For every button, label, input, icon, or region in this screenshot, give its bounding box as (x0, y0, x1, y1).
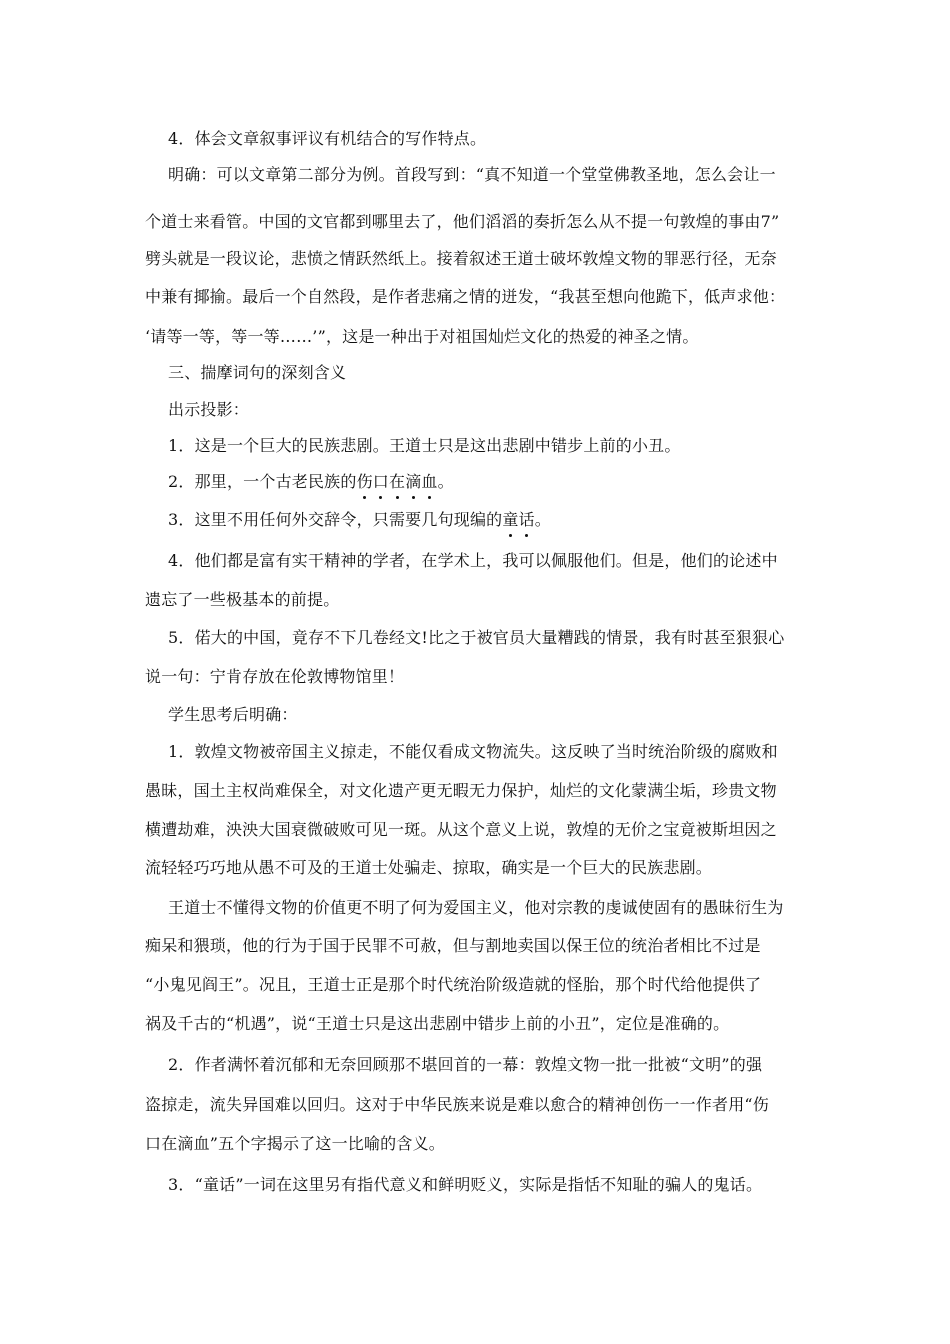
emphasis-char: 在 (389, 472, 406, 491)
emphasis-char: 话 (518, 510, 535, 529)
quote-item-3-suffix: 。 (534, 510, 551, 529)
paragraph-line: 劈头就是一段议论，悲愤之情跃然纸上。接着叙述王道士破坏敦煌文物的罪恶行径，无奈 (145, 249, 777, 268)
paragraph-line: 中兼有揶揄。最后一个自然段，是作者悲痛之情的迸发，“我甚至想向他跪下，低声求他： (145, 287, 786, 306)
paragraph-line: 祸及千古的“机遇”，说“王道士只是这出悲剧中错步上前的小丑”，定位是准确的。 (145, 1014, 730, 1033)
point-4-heading: 4．体会文章叙事评议有机结合的写作特点。 (168, 129, 487, 148)
quote-item-2-suffix: 。 (437, 472, 454, 491)
paragraph-line: 口在滴血”五个字揭示了这一比喻的含义。 (145, 1134, 445, 1153)
paragraph-line: ‘请等一等，等一等……’”，这是一种出于对祖国灿烂文化的热爱的神圣之情。 (145, 327, 699, 346)
answer-label: 学生思考后明确： (168, 705, 298, 724)
answer-1: 1．敦煌文物被帝国主义掠走，不能仅看成文物流失。这反映了当时统治阶级的腐败和 (168, 742, 778, 761)
quote-item-3 (168, 510, 551, 530)
projection-label: 出示投影： (168, 400, 250, 419)
quote-item-1: 1．这是一个巨大的民族悲剧。王道士只是这出悲剧中错步上前的小丑。 (168, 436, 681, 455)
paragraph-line: 愚昧，国土主权尚难保全，对文化遗产更无暇无力保护，灿烂的文化蒙满尘垢，珍贵文物 (145, 781, 777, 800)
emphasis-char: 口 (372, 472, 389, 491)
quote-item-2-prefix: 2．那里，一个古老民族的 (168, 472, 357, 491)
answer-3: 3．“童话”一词在这里另有指代意义和鲜明贬义，实际是指恬不知耻的骗人的鬼话。 (168, 1175, 763, 1194)
quote-item-5: 5．偌大的中国，竟存不下几卷经文!比之于被官员大量糟践的情景，我有时甚至狠狠心 (168, 628, 785, 647)
paragraph-line: 遗忘了一些极基本的前提。 (145, 590, 340, 609)
emphasis-char: 伤 (356, 472, 373, 491)
paragraph-line: “小鬼见阎王”。况且，王道士正是那个时代统治阶级造就的怪胎，那个时代给他提供了 (145, 975, 762, 994)
paragraph-line: 流轻轻巧巧地从愚不可及的王道士处骗走、掠取，确实是一个巨大的民族悲剧。 (145, 858, 713, 877)
paragraph-line: 个道士来看管。中国的文官都到哪里去了，他们滔滔的奏折怎么从不提一句敦煌的事由7” (145, 212, 780, 231)
answer-2: 2．作者满怀着沉郁和无奈回顾那不堪回首的一幕：敦煌文物一批一批被“文明”的强 (168, 1055, 763, 1074)
section-heading: 三、揣摩词句的深刻含义 (168, 363, 347, 382)
paragraph-line: 盗掠走，流失异国难以回归。这对于中华民族来说是难以愈合的精神创伤一一作者用“伤 (145, 1095, 769, 1114)
paragraph-line: 横遭劫难，泱泱大国衰微破败可见一斑。从这个意义上说，敦煌的无价之宝竟被斯坦因之 (145, 820, 777, 839)
quote-item-4: 4．他们都是富有实干精神的学者，在学术上，我可以佩服他们。但是，他们的论述中 (168, 551, 778, 570)
paragraph-line: 王道士不懂得文物的价值更不明了何为爱国主义，他对宗教的虔诚使固有的愚昧衍生为 (168, 898, 784, 917)
quote-item-2 (168, 472, 454, 492)
paragraph-line: 痴呆和猥琐，他的行为于国于民罪不可赦，但与割地卖国以保王位的统治者相比不过是 (145, 936, 761, 955)
paragraph-line: 说一句：宁肯存放在伦敦博物馆里！ (145, 667, 405, 686)
emphasis-char: 滴 (405, 472, 422, 491)
emphasis-char: 血 (421, 472, 438, 491)
emphasis-char: 童 (502, 510, 519, 529)
quote-item-3-prefix: 3．这里不用任何外交辞令，只需要几句现编的 (168, 510, 503, 529)
paragraph-line: 明确：可以文章第二部分为例。首段写到：“真不知道一个堂堂佛教圣地，怎么会让一 (168, 165, 776, 184)
